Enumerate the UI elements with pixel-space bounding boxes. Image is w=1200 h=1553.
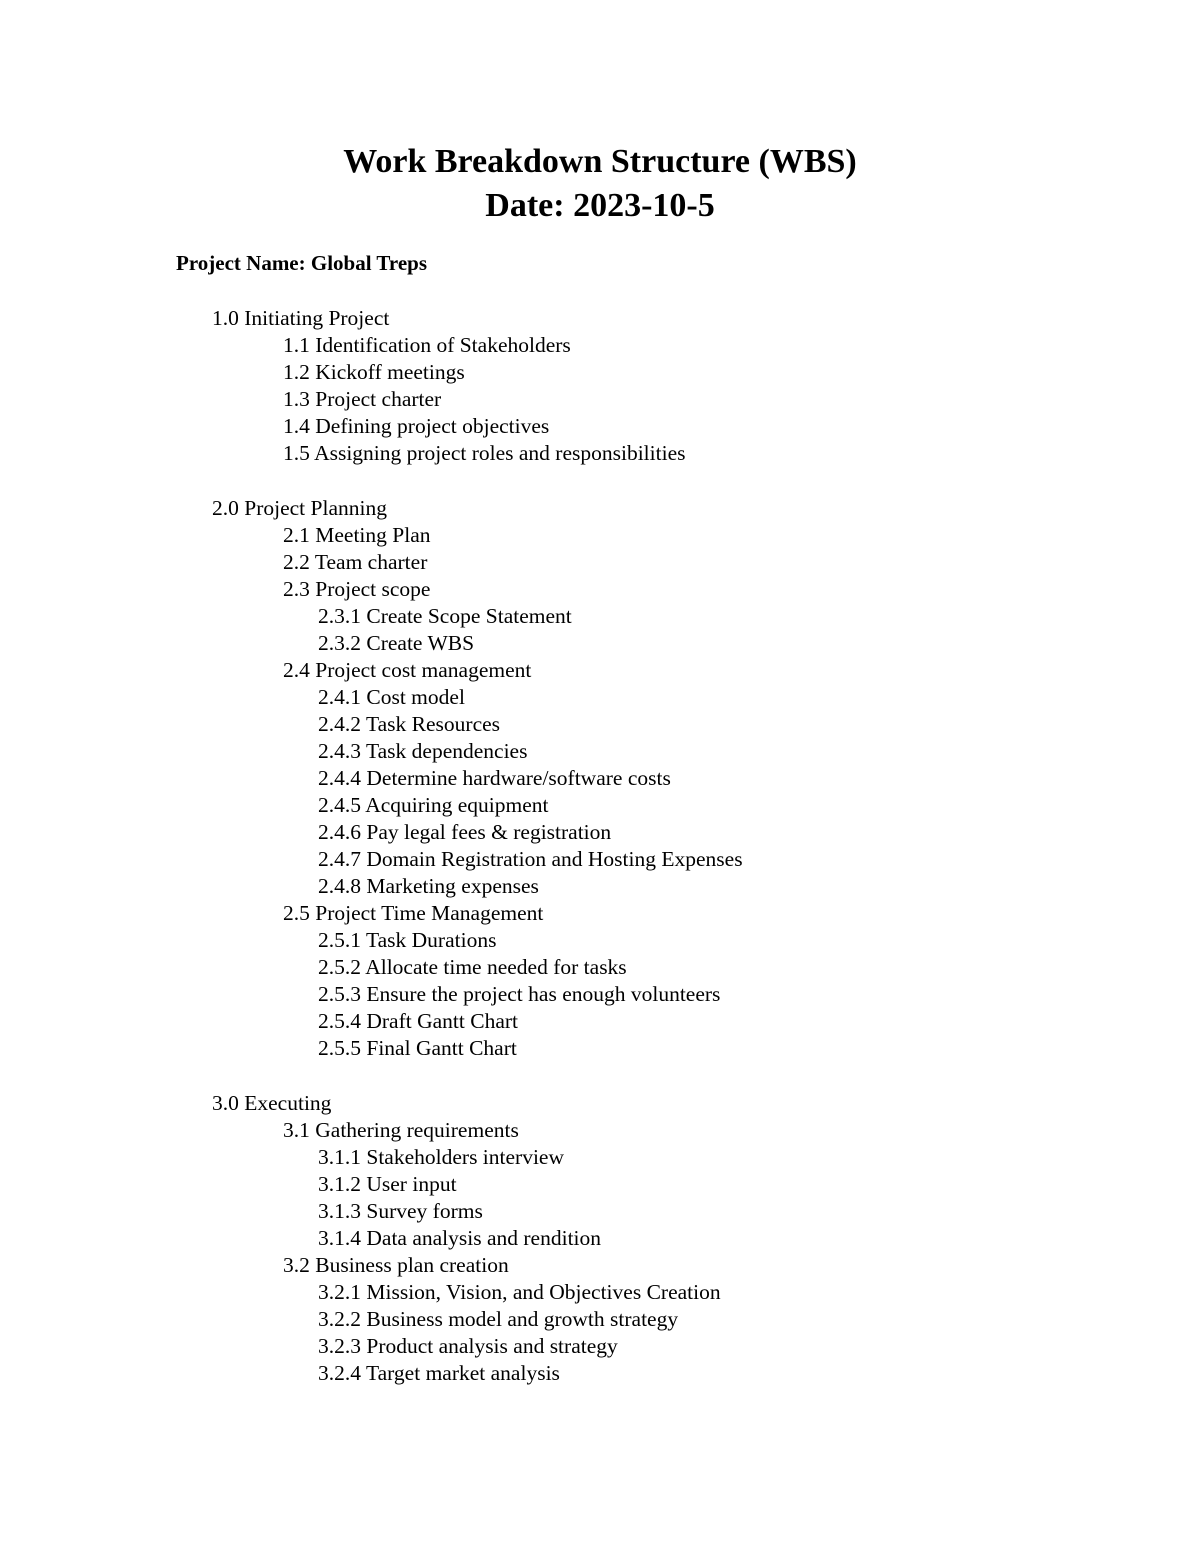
wbs-item-2-4-8: 2.4.8 Marketing expenses	[318, 874, 539, 898]
wbs-item-2-0: 2.0 Project Planning	[212, 496, 387, 520]
wbs-item-1-4: 1.4 Defining project objectives	[283, 414, 550, 438]
wbs-item-2-5-1: 2.5.1 Task Durations	[318, 928, 497, 952]
wbs-item-1-1: 1.1 Identification of Stakeholders	[283, 333, 571, 357]
wbs-item-3-2-1: 3.2.1 Mission, Vision, and Objectives Creation	[318, 1280, 721, 1304]
wbs-item-2-5-4: 2.5.4 Draft Gantt Chart	[318, 1009, 519, 1033]
wbs-item-3-1-1: 3.1.1 Stakeholders interview	[318, 1145, 565, 1169]
wbs-item-3-1-2: 3.1.2 User input	[318, 1172, 457, 1196]
wbs-item-2-4-2: 2.4.2 Task Resources	[318, 712, 501, 736]
wbs-item-3-2-3: 3.2.3 Product analysis and strategy	[318, 1334, 618, 1358]
wbs-item-2-2: 2.2 Team charter	[283, 550, 428, 574]
wbs-list	[0, 305, 1200, 1387]
wbs-item-3-1-3: 3.1.3 Survey forms	[318, 1199, 483, 1223]
wbs-item-2-4: 2.4 Project cost management	[283, 658, 532, 682]
document-title: Work Breakdown Structure (WBS)	[343, 143, 857, 180]
wbs-item-2-3-2: 2.3.2 Create WBS	[318, 631, 475, 655]
wbs-item-2-4-7: 2.4.7 Domain Registration and Hosting Expenses	[318, 847, 743, 871]
wbs-item-1-5: 1.5 Assigning project roles and responsibilities	[283, 441, 686, 465]
wbs-item-2-3-1: 2.3.1 Create Scope Statement	[318, 604, 572, 628]
wbs-item-2-4-3: 2.4.3 Task dependencies	[318, 739, 528, 763]
project-name: Project Name: Global Treps	[176, 251, 427, 275]
wbs-item-3-2-2: 3.2.2 Business model and growth strategy	[318, 1307, 679, 1331]
wbs-item-2-4-5: 2.4.5 Acquiring equipment	[318, 793, 549, 817]
wbs-item-3-0: 3.0 Executing	[212, 1091, 332, 1115]
wbs-item-2-3: 2.3 Project scope	[283, 577, 431, 601]
wbs-item-1-0: 1.0 Initiating Project	[212, 306, 390, 330]
wbs-item-2-4-6: 2.4.6 Pay legal fees & registration	[318, 820, 612, 844]
wbs-item-1-3: 1.3 Project charter	[283, 387, 442, 411]
wbs-item-3-2-4: 3.2.4 Target market analysis	[318, 1361, 560, 1385]
wbs-item-3-2: 3.2 Business plan creation	[283, 1253, 509, 1277]
wbs-item-1-2: 1.2 Kickoff meetings	[283, 360, 465, 384]
wbs-item-2-4-1: 2.4.1 Cost model	[318, 685, 465, 709]
wbs-item-2-5-2: 2.5.2 Allocate time needed for tasks	[318, 955, 627, 979]
wbs-item-3-1: 3.1 Gathering requirements	[283, 1118, 519, 1142]
wbs-item-2-1: 2.1 Meeting Plan	[283, 523, 431, 547]
wbs-item-2-5-5: 2.5.5 Final Gantt Chart	[318, 1036, 517, 1060]
document-date: Date: 2023-10-5	[485, 187, 715, 224]
wbs-item-2-4-4: 2.4.4 Determine hardware/software costs	[318, 766, 671, 790]
wbs-item-2-5-3: 2.5.3 Ensure the project has enough volunteers	[318, 982, 721, 1006]
wbs-item-2-5: 2.5 Project Time Management	[283, 901, 544, 925]
wbs-item-3-1-4: 3.1.4 Data analysis and rendition	[318, 1226, 602, 1250]
